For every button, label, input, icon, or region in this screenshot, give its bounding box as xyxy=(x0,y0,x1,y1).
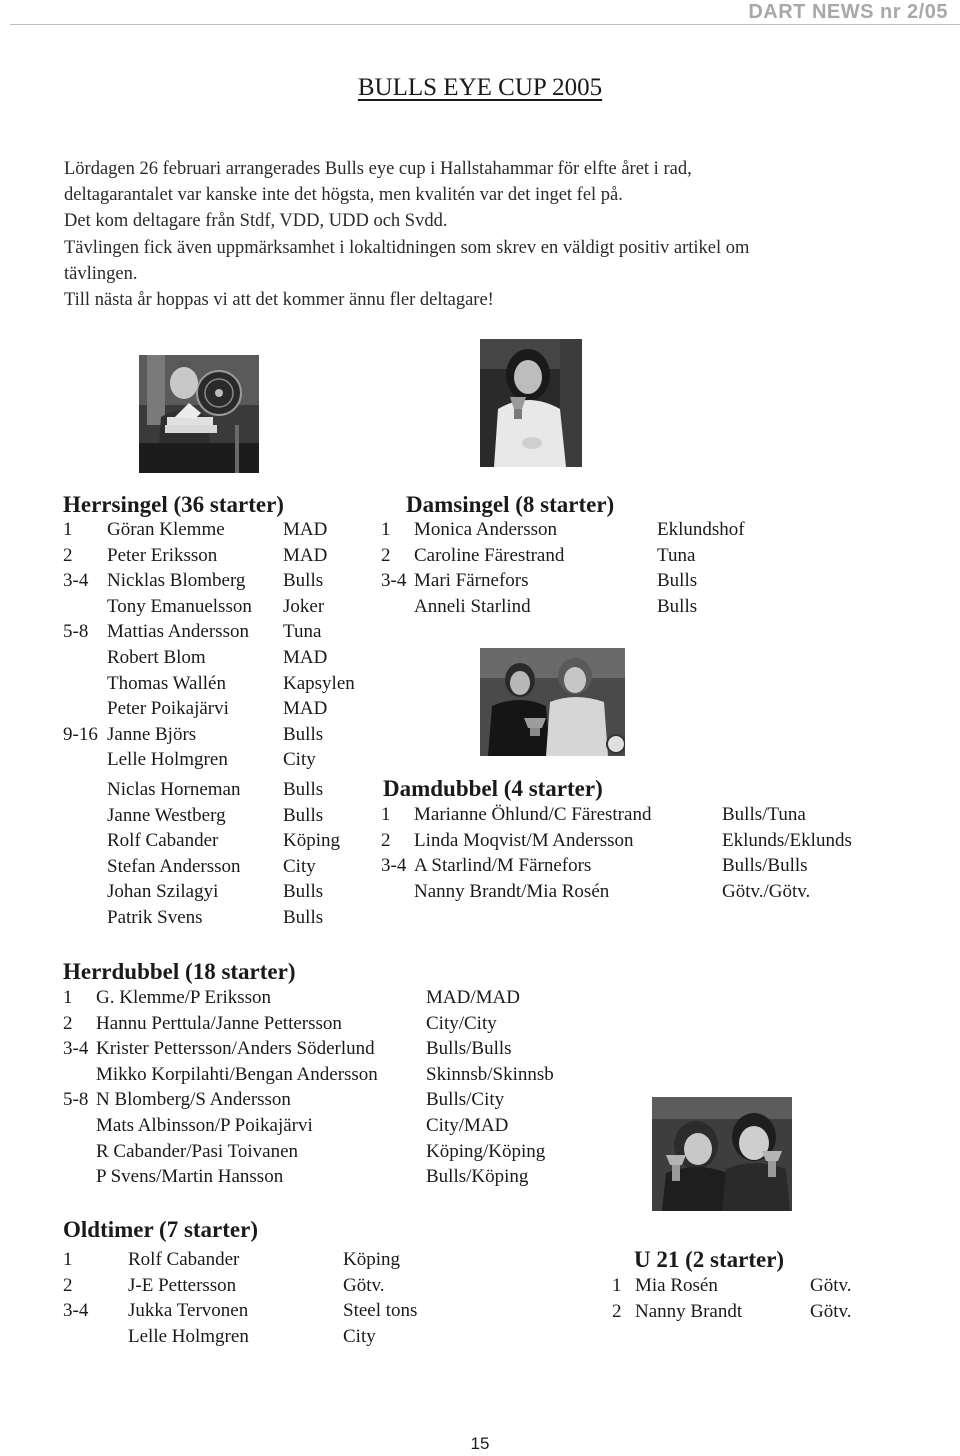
photo-women-doubles-image xyxy=(480,648,625,756)
intro-line: tävlingen. xyxy=(64,263,138,284)
damdubbel-club: Götv./Götv. xyxy=(722,880,811,902)
u21-place: 1 xyxy=(612,1275,622,1296)
photo-men-winner xyxy=(139,355,259,473)
herrsingel-name: Peter Eriksson xyxy=(107,544,218,566)
herrsingel-place: 3-4 xyxy=(63,570,89,592)
damdubbel-place: 1 xyxy=(381,804,391,825)
herrdubbel-club: City/City xyxy=(426,1012,497,1034)
photo-women-winner-image xyxy=(480,339,582,467)
oldtimer-club: Steel tons xyxy=(343,1300,418,1322)
damsingel-place: 3-4 xyxy=(381,570,407,592)
herrdubbel-name: G. Klemme/P Eriksson xyxy=(96,987,272,1008)
herrsingel-club: Bulls xyxy=(283,804,324,826)
u21-club: Götv. xyxy=(810,1300,852,1322)
u21-name: Mia Rosén xyxy=(635,1275,718,1296)
herrsingel-name: Niclas Horneman xyxy=(107,779,241,800)
damsingel-club: Bulls xyxy=(657,595,698,617)
damsingel-name: Caroline Färestrand xyxy=(414,544,565,566)
herrdubbel-name: Mats Albinsson/P Poikajärvi xyxy=(96,1115,313,1136)
oldtimer-name: J-E Pettersson xyxy=(128,1274,237,1296)
intro-text xyxy=(64,156,904,313)
intro-line: Lördagen 26 februari arrangerades Bulls eye cup i Hallstahammar för elfte året i rad, xyxy=(64,159,692,179)
herrdubbel-place: 2 xyxy=(63,1012,73,1034)
herrsingel-club: Bulls xyxy=(283,779,324,800)
herrsingel-name: Göran Klemme xyxy=(107,519,225,540)
oldtimer-name: Lelle Holmgren xyxy=(128,1325,249,1347)
herrdubbel-name: N Blomberg/S Andersson xyxy=(96,1089,291,1111)
photo-u21-winners xyxy=(652,1097,792,1211)
photo-women-winner xyxy=(480,339,582,467)
oldtimer-club: Köping xyxy=(343,1249,400,1270)
damsingel-club: Eklundshof xyxy=(657,519,745,540)
damsingel-place: 2 xyxy=(381,544,391,566)
damsingel-club: Tuna xyxy=(657,544,696,566)
herrdubbel-place: 5-8 xyxy=(63,1089,89,1111)
herrsingel-name: Thomas Wallén xyxy=(107,672,226,694)
herrsingel-club: Bulls xyxy=(283,570,324,592)
damsingel-place: 1 xyxy=(381,519,391,540)
oldtimer-name: Rolf Cabander xyxy=(128,1249,240,1270)
intro-line: Tävlingen fick även uppmärksamhet i lokaltidningen som skrev en väldigt positiv artikel om xyxy=(64,237,750,258)
damsingel-title: Damsingel (8 starter) xyxy=(406,492,615,517)
herrsingel-name: Peter Poikajärvi xyxy=(107,698,229,720)
herrsingel-club: Kapsylen xyxy=(283,672,355,694)
herrsingel-name: Mattias Andersson xyxy=(107,621,249,643)
oldtimer-place: 1 xyxy=(63,1249,73,1270)
herrdubbel-club: Bulls/City xyxy=(426,1089,505,1111)
herrsingel-club: Joker xyxy=(283,595,325,617)
herrsingel-club: City xyxy=(283,855,316,877)
herrdubbel-club: City/MAD xyxy=(426,1115,509,1136)
herrsingel-club: Bulls xyxy=(283,881,324,903)
herrsingel-place: 5-8 xyxy=(63,621,89,643)
herrsingel-club: Köping xyxy=(283,830,340,852)
damdubbel-place: 2 xyxy=(381,829,391,851)
herrsingel-club: Tuna xyxy=(283,621,322,643)
damdubbel-place: 3-4 xyxy=(381,855,407,877)
damdubbel-name: Marianne Öhlund/C Färestrand xyxy=(414,804,652,825)
intro-line: deltagarantalet var kanske inte det högsta, men kvalitén var det inget fel på. xyxy=(64,185,623,206)
oldtimer-place: 2 xyxy=(63,1274,73,1296)
herrsingel-club: MAD xyxy=(283,544,328,566)
herrsingel-place: 9-16 xyxy=(63,723,98,745)
herrsingel-name: Janne Björs xyxy=(107,723,197,745)
herrsingel-title: Herrsingel (36 starter) xyxy=(63,492,284,517)
herrdubbel-title: Herrdubbel (18 starter) xyxy=(63,959,296,984)
damdubbel-club: Eklunds/Eklunds xyxy=(722,829,852,851)
damsingel-club: Bulls xyxy=(657,570,698,592)
oldtimer-club: City xyxy=(343,1325,376,1347)
herrsingel-name: Patrik Svens xyxy=(107,907,203,928)
herrdubbel-name: R Cabander/Pasi Toivanen xyxy=(96,1140,299,1162)
u21-club: Götv. xyxy=(810,1275,852,1296)
herrsingel-name: Nicklas Blomberg xyxy=(107,570,246,592)
photo-men-winner-image xyxy=(139,355,259,473)
herrsingel-name: Robert Blom xyxy=(107,647,206,668)
herrsingel-club: City xyxy=(283,749,316,771)
herrsingel-club: Bulls xyxy=(283,907,324,928)
damdubbel-name: Nanny Brandt/Mia Rosén xyxy=(414,880,610,902)
oldtimer-name: Jukka Tervonen xyxy=(128,1300,249,1322)
intro-line: Till nästa år hoppas vi att det kommer ännu fler deltagare! xyxy=(64,290,494,311)
herrdubbel-name: Krister Pettersson/Anders Söderlund xyxy=(96,1038,375,1060)
herrdubbel-club: Bulls/Köping xyxy=(426,1166,529,1188)
intro-line: Det kom deltagare från Stdf, VDD, UDD och Svdd. xyxy=(64,211,448,232)
u21-name: Nanny Brandt xyxy=(635,1300,743,1322)
damsingel-name: Mari Färnefors xyxy=(414,570,529,592)
u21-place: 2 xyxy=(612,1300,622,1322)
damdubbel-name: A Starlind/M Färnefors xyxy=(414,855,592,877)
herrdubbel-place: 1 xyxy=(63,987,73,1008)
herrdubbel-club: Skinnsb/Skinnsb xyxy=(426,1063,554,1085)
header-rule xyxy=(10,24,960,25)
oldtimer-place: 3-4 xyxy=(63,1300,89,1322)
herrsingel-club: MAD xyxy=(283,647,328,668)
herrsingel-name: Lelle Holmgren xyxy=(107,749,228,771)
magazine-title: DART NEWS nr 2/05 xyxy=(748,1,948,23)
herrdubbel-place: 3-4 xyxy=(63,1038,89,1060)
oldtimer-club: Götv. xyxy=(343,1274,385,1296)
herrdubbel-club: Bulls/Bulls xyxy=(426,1038,512,1060)
herrdubbel-name: Hannu Perttula/Janne Pettersson xyxy=(96,1012,342,1034)
damdubbel-club: Bulls/Bulls xyxy=(722,855,808,877)
herrdubbel-club: Köping/Köping xyxy=(426,1140,546,1162)
herrsingel-name: Stefan Andersson xyxy=(107,855,241,877)
herrsingel-name: Johan Szilagyi xyxy=(107,881,219,903)
damdubbel-title: Damdubbel (4 starter) xyxy=(383,776,603,801)
damdubbel-club: Bulls/Tuna xyxy=(722,804,806,825)
herrdubbel-club: MAD/MAD xyxy=(426,987,520,1008)
damsingel-name: Anneli Starlind xyxy=(414,595,531,617)
u21-title: U 21 (2 starter) xyxy=(634,1247,785,1272)
herrsingel-place: 2 xyxy=(63,544,73,566)
herrsingel-name: Rolf Cabander xyxy=(107,830,219,852)
herrsingel-name: Janne Westberg xyxy=(107,804,226,826)
herrdubbel-name: Mikko Korpilahti/Bengan Andersson xyxy=(96,1063,378,1085)
herrsingel-club: Bulls xyxy=(283,723,324,745)
article-title: BULLS EYE CUP 2005 xyxy=(357,74,603,101)
photo-u21-winners-image xyxy=(652,1097,792,1211)
damdubbel-name: Linda Moqvist/M Andersson xyxy=(414,829,634,851)
herrsingel-name: Tony Emanuelsson xyxy=(107,595,252,617)
oldtimer-title: Oldtimer (7 starter) xyxy=(63,1217,258,1242)
herrsingel-club: MAD xyxy=(283,519,328,540)
photo-women-doubles xyxy=(480,648,625,756)
damsingel-name: Monica Andersson xyxy=(414,519,558,540)
page-header xyxy=(0,0,960,24)
page-number: 15 xyxy=(470,1434,490,1453)
herrsingel-place: 1 xyxy=(63,519,73,540)
herrdubbel-name: P Svens/Martin Hansson xyxy=(96,1166,284,1188)
herrsingel-club: MAD xyxy=(283,698,328,720)
